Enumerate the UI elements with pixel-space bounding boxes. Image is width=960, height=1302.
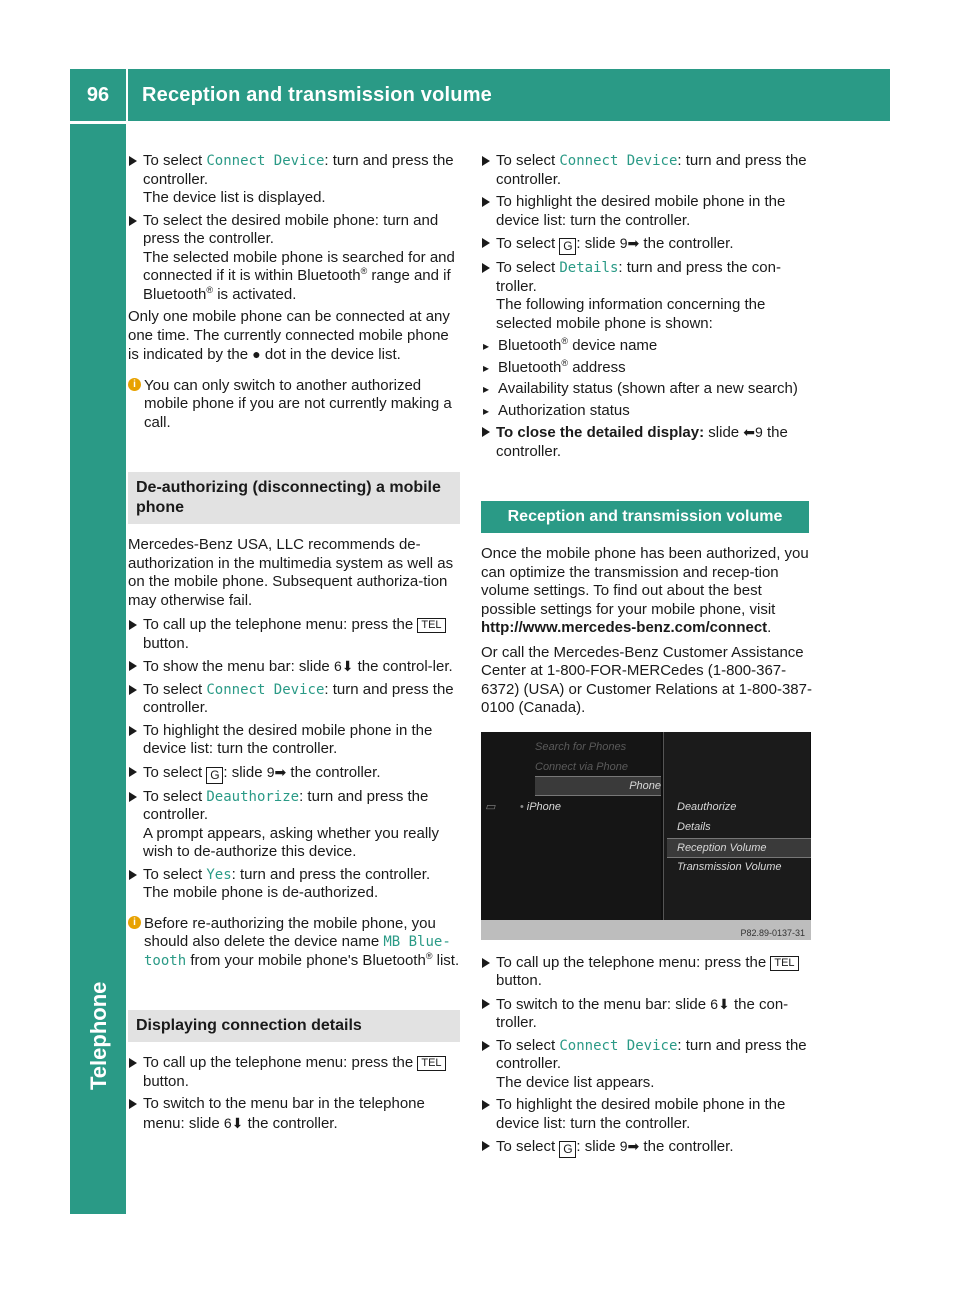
controller-icon: 9 bbox=[619, 1138, 628, 1154]
list-item bbox=[481, 359, 813, 378]
step bbox=[481, 1137, 813, 1158]
step bbox=[128, 788, 460, 862]
step: To highlight the desired mobile phone in the device list: turn the controller. bbox=[128, 722, 460, 759]
note-text: You can only switch to another authorized mobile phone if you are not currently making a call. bbox=[144, 376, 452, 431]
step-result: range and if Bluetooth bbox=[143, 267, 451, 303]
info-note bbox=[128, 377, 460, 433]
registered-mark: ® bbox=[206, 284, 214, 295]
step-result: The mobile phone is de-authorized. bbox=[143, 884, 379, 901]
step-text: the controller. bbox=[639, 235, 734, 252]
left-column bbox=[128, 152, 460, 1137]
list-item-text: address bbox=[568, 358, 626, 376]
list-item bbox=[481, 337, 813, 356]
step-text: To select bbox=[496, 1036, 560, 1054]
note-text: list. bbox=[432, 951, 460, 969]
registered-mark: ® bbox=[561, 336, 569, 346]
menu-item-connect-device: Connect Device bbox=[559, 153, 678, 169]
registered-mark: ® bbox=[561, 357, 569, 368]
list-item: ▸ Authorization status bbox=[481, 402, 813, 421]
step bbox=[481, 234, 813, 255]
step-text: To select bbox=[496, 235, 560, 252]
step-text: : turn and press the controller. bbox=[143, 787, 429, 823]
phone-icon: ▭ bbox=[485, 800, 496, 813]
arrow-down-icon: ⬇ bbox=[231, 1114, 244, 1131]
tel-button-icon: TEL bbox=[417, 618, 445, 633]
screenshot-item: Transmission Volume bbox=[677, 860, 782, 873]
step bbox=[481, 259, 813, 333]
step bbox=[128, 1054, 460, 1091]
controller-icon: 9 bbox=[619, 235, 628, 251]
screenshot-item: Reception Volume bbox=[667, 838, 811, 859]
step bbox=[128, 212, 460, 305]
device-name-mb-bluetooth: MB Blue‐tooth bbox=[144, 934, 451, 969]
step-text: To select bbox=[143, 787, 207, 805]
step-text: : slide bbox=[223, 763, 267, 781]
step-result: A prompt appears, asking whether you really wish to de-authorize this device. bbox=[143, 824, 439, 860]
step-text: To switch to the menu bar in the telephone menu: slide bbox=[143, 1095, 425, 1132]
step bbox=[481, 1037, 813, 1093]
header-bar bbox=[70, 69, 890, 121]
list-item-text: Bluetooth bbox=[498, 358, 562, 376]
step-text: To call up the telephone menu: press the bbox=[143, 616, 418, 633]
list-item-text: device name bbox=[568, 337, 658, 354]
step-text: button. bbox=[496, 972, 542, 989]
screenshot-item: Search for Phones bbox=[535, 740, 627, 753]
step: To highlight the desired mobile phone in the device list: turn the controller. bbox=[481, 1096, 813, 1133]
step-text: To select bbox=[143, 865, 207, 883]
paragraph-text: dot in the device list. bbox=[260, 346, 401, 363]
step-text: : turn and press the con-troller. bbox=[496, 259, 781, 295]
screenshot-telephone-menu bbox=[481, 732, 811, 940]
step bbox=[128, 681, 460, 718]
screenshot-item: Connect via Phone bbox=[535, 760, 628, 773]
paragraph-text: Once the mobile phone has been authorized, you can optimize the transmission and recep-tion volume settings. To find out about the best possible settings for your mobile phone, visit bbox=[481, 545, 809, 618]
registered-mark: ® bbox=[360, 266, 368, 276]
controller-icon: 6 bbox=[710, 995, 719, 1012]
step-result: The device list is displayed. bbox=[143, 189, 326, 206]
arrow-down-icon: ⬇ bbox=[718, 995, 730, 1012]
step-text: To call up the telephone menu: press the bbox=[496, 953, 771, 971]
side-tab-label: Telephone bbox=[86, 981, 111, 1090]
step-text: : turn and press the controller. bbox=[143, 680, 454, 716]
step bbox=[128, 657, 460, 677]
note-text: Before re-authorizing the mobile phone, you should also delete the device name bbox=[144, 914, 436, 950]
step-text: the controller. bbox=[639, 1138, 734, 1155]
step-text: the con-troller. bbox=[496, 995, 789, 1031]
controller-icon: 6 bbox=[223, 1114, 232, 1131]
paragraph bbox=[128, 308, 460, 365]
page-number: 96 bbox=[86, 83, 110, 106]
step-text: To select bbox=[143, 152, 207, 169]
header-divider bbox=[126, 69, 128, 121]
registered-mark: ® bbox=[425, 950, 433, 961]
list-item-text: Bluetooth bbox=[498, 337, 562, 354]
menu-item-connect-device: Connect Device bbox=[206, 153, 325, 169]
paragraph: Or call the Mercedes-Benz Customer Assistance Center at 1-800-FOR-MERCedes (1-800-367-6372) (USA) or Customer Relations at 1-800-387-0100 (Canada). bbox=[481, 643, 812, 716]
dot-icon: • bbox=[519, 800, 524, 813]
arrow-left-icon: ⬅ bbox=[743, 424, 756, 440]
menu-item-deauthorize: Deauthorize bbox=[206, 788, 300, 805]
controller-icon: 9 bbox=[755, 424, 763, 440]
step-result: is activated. bbox=[213, 285, 297, 303]
step-text: To show the menu bar: slide bbox=[143, 658, 334, 675]
step-text: To select the desired mobile phone: turn and press the controller. bbox=[143, 211, 439, 247]
step bbox=[481, 423, 813, 461]
page-title: Reception and transmission volume bbox=[142, 83, 493, 106]
step bbox=[128, 616, 460, 653]
step: To highlight the desired mobile phone in the device list: turn the controller. bbox=[481, 193, 813, 230]
menu-item-connect-device: Connect Device bbox=[559, 1037, 678, 1054]
step-result: The following information concerning the selected mobile phone is shown: bbox=[496, 296, 766, 332]
screenshot-item: Deauthorize bbox=[677, 800, 737, 813]
tel-button-icon: TEL bbox=[417, 1056, 445, 1071]
step-text: To select bbox=[496, 1138, 560, 1155]
step-text: : slide bbox=[576, 235, 620, 252]
paragraph: Mercedes-Benz USA, LLC recommends de-authorization in the multimedia system as well as on the mobile phone. Subsequent authoriza-tion may otherwise fail. bbox=[128, 536, 454, 609]
note-text: from your mobile phone's Bluetooth bbox=[186, 951, 426, 969]
menu-key-icon: G bbox=[206, 767, 223, 784]
step bbox=[128, 866, 460, 903]
connect-url-link[interactable]: http://www.mercedes-benz.com/connect bbox=[481, 619, 768, 636]
step-text: : turn and press the controller. bbox=[231, 865, 431, 883]
step bbox=[128, 763, 460, 784]
step-text: To select bbox=[143, 763, 207, 781]
paragraph-text: Only one mobile phone can be connected at any one time. The currently connected mobile phone is indicated by the bbox=[128, 308, 450, 363]
step-text: : turn and press the controller. bbox=[496, 1036, 807, 1072]
step-text: button. bbox=[143, 634, 189, 652]
step-text: the controller. bbox=[243, 1114, 338, 1132]
arrow-right-icon: ➡ bbox=[627, 235, 640, 251]
screenshot-item: Phone bbox=[535, 776, 661, 797]
info-note bbox=[128, 915, 460, 971]
screenshot-phone-row bbox=[485, 798, 661, 817]
step-text: button. bbox=[143, 1072, 189, 1090]
menu-key-icon: G bbox=[559, 1141, 576, 1158]
paragraph bbox=[481, 545, 813, 638]
menu-item-details: Details bbox=[559, 260, 619, 276]
step-text: : turn and press the controller. bbox=[496, 152, 807, 188]
menu-item-connect-device: Connect Device bbox=[206, 681, 325, 698]
step-text: To select bbox=[496, 152, 560, 169]
step-text: To switch to the menu bar: slide bbox=[496, 995, 711, 1013]
controller-icon: 9 bbox=[266, 763, 275, 780]
section-heading-deauthorizing: De-authorizing (disconnecting) a mobile phone bbox=[128, 472, 460, 524]
dot-icon: ● bbox=[252, 346, 261, 362]
step bbox=[481, 152, 813, 189]
step bbox=[128, 152, 460, 208]
screenshot-caption-bar bbox=[481, 920, 811, 940]
screenshot-item: Details bbox=[677, 820, 711, 833]
step-text: : turn and press the controller. bbox=[143, 152, 454, 188]
step bbox=[128, 1095, 460, 1133]
menu-item-yes: Yes bbox=[206, 866, 232, 883]
step-text: To call up the telephone menu: press the bbox=[143, 1054, 418, 1071]
paragraph-text: . bbox=[767, 619, 772, 636]
list-item: ▸ Availability status (shown after a new search) bbox=[481, 380, 813, 399]
step-result: The device list appears. bbox=[496, 1073, 655, 1091]
step-text: the control-ler. bbox=[353, 658, 453, 675]
section-heading-reception-volume: Reception and transmission volume bbox=[481, 501, 809, 533]
step-result: The selected mobile phone is searched for and connected if it is within Bluetooth bbox=[143, 248, 455, 284]
step-text: To select bbox=[143, 680, 207, 698]
arrow-right-icon: ➡ bbox=[274, 763, 287, 780]
arrow-right-icon: ➡ bbox=[627, 1138, 640, 1154]
screenshot-caption: P82.89-0137-31 bbox=[740, 927, 805, 938]
step-text: : slide bbox=[576, 1138, 620, 1155]
info-icon: i bbox=[128, 378, 141, 391]
step-text: the controller. bbox=[496, 424, 788, 460]
step-bold-text: To close the detailed display: bbox=[496, 424, 705, 441]
step bbox=[481, 995, 813, 1033]
arrow-down-icon: ⬇ bbox=[341, 658, 354, 674]
screenshot-item: iPhone bbox=[526, 800, 562, 813]
controller-icon: 6 bbox=[333, 658, 342, 674]
section-heading-connection-details: Displaying connection details bbox=[128, 1010, 460, 1042]
info-icon: i bbox=[128, 916, 141, 929]
tel-button-icon: TEL bbox=[770, 956, 798, 971]
step-text: the controller. bbox=[286, 763, 381, 781]
menu-key-icon: G bbox=[559, 238, 576, 255]
step bbox=[481, 954, 813, 991]
step-text: To select bbox=[496, 259, 560, 276]
step-text: slide bbox=[704, 424, 744, 441]
right-column bbox=[481, 152, 813, 1162]
